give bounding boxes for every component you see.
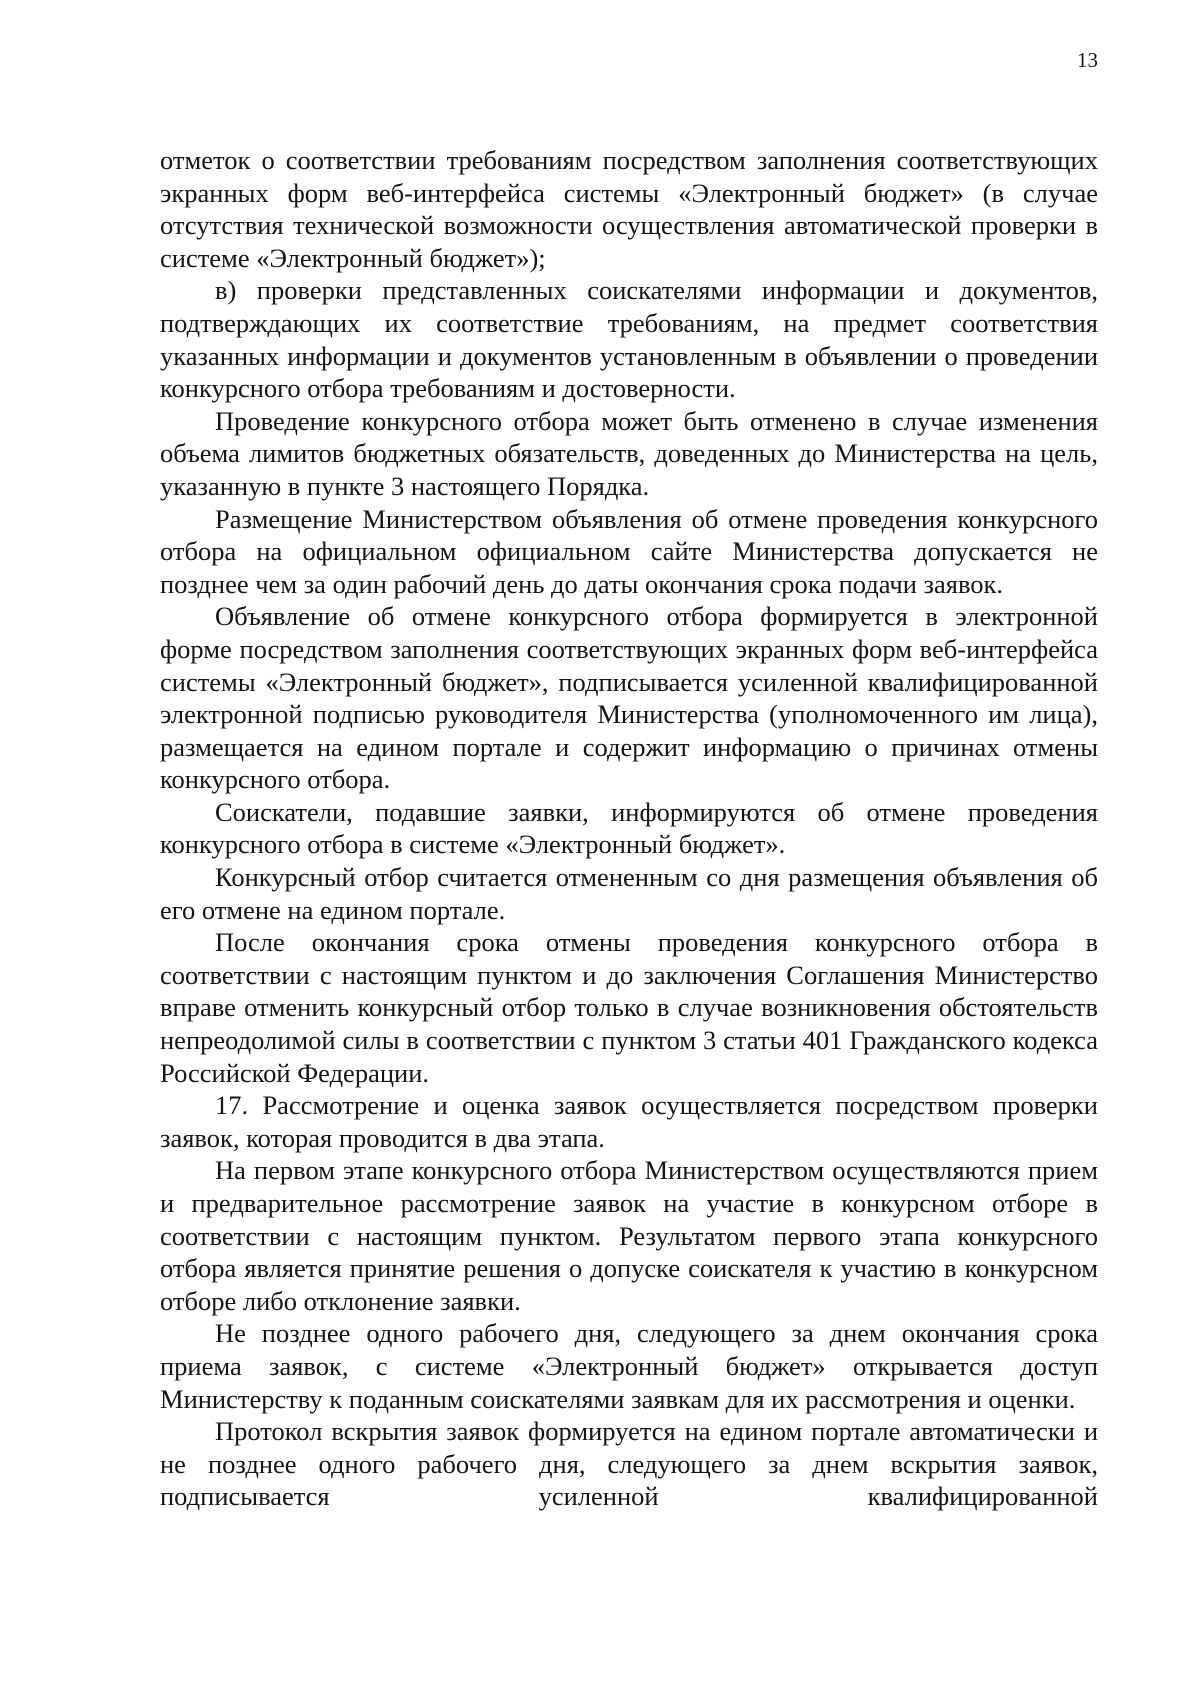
paragraph-cancellation-announcement-timing: Размещение Министерством объявления об отмене проведения конкурсного отбора на официальном официальном сайте Министерства допускается не позднее чем за один рабочий день до даты окончания срока подачи заявок.: [160, 503, 1098, 599]
paragraph-access-opened: Не позднее одного рабочего дня, следующего за днем окончания срока приема заявок, с системе «Электронный бюджет» открывается доступ Министерству к поданным соискателями заявкам для их рассмотрения и оценки.: [160, 1318, 1098, 1414]
paragraph-item-17: 17. Рассмотрение и оценка заявок осуществляется посредством проверки заявок, которая проводится в два этапа.: [160, 1090, 1098, 1153]
paragraph-first-stage: На первом этапе конкурсного отбора Министерством осуществляются прием и предварительное рассмотрение заявок на участие в конкурсном отборе в соответствии с настоящим пунктом. Результатом первого этапа конкурсного отбора является принятие решения о допуске соискателя к участию в конкурсном отборе либо отклонение заявки.: [160, 1155, 1098, 1316]
paragraph-check-documents: в) проверки представленных соискателями информации и документов, подтверждающих их соответствие требованиям, на предмет соответствия указанных информации и документов установленным в объявлении о проведении конкурсного отбора требованиям и достоверности.: [160, 275, 1098, 404]
paragraph-applicants-informed: Соискатели, подавшие заявки, информируются об отмене проведения конкурсного отбора в системе «Электронный бюджет».: [160, 796, 1098, 860]
document-body: [160, 144, 1098, 1513]
page-number: 13: [1077, 48, 1098, 72]
paragraph-cancellation-effective: Конкурсный отбор считается отмененным со дня размещения объявления об его отмене на едином портале.: [160, 862, 1098, 925]
paragraph-cancellation-limits: Проведение конкурсного отбора может быть отменено в случае изменения объема лимитов бюджетных обязательств, доведенных до Министерства на цель, указанную в пункте 3 настоящего Порядка.: [160, 405, 1098, 501]
paragraph-force-majeure: После окончания срока отмены проведения конкурсного отбора в соответствии с настоящим пунктом и до заключения Соглашения Министерство вправе отменить конкурсный отбор только в случае возникновения обстоятельств непреодолимой силы в соответствии с пунктом 3 статьи 401 Гражданского кодекса Российской Федерации.: [160, 927, 1098, 1088]
paragraph-opening-protocol: Протокол вскрытия заявок формируется на едином портале автоматически и не позднее одного рабочего дня, следующего за днем вскрытия заявок, подписывается усиленной квалифицированной: [160, 1416, 1098, 1512]
paragraph-cancellation-electronic-form: Объявление об отмене конкурсного отбора формируется в электронной форме посредством заполнения соответствующих экранных форм веб-интерфейса системы «Электронный бюджет», подписывается усиленной квалифицированной электронной подписью руководителя Министерства (уполномоченного им лица), размещается на едином портале и содержит информацию о причинах отмены конкурсного отбора.: [160, 601, 1098, 795]
paragraph-continuation: отметок о соответствии требованиям посредством заполнения соответствующих экранных форм веб-интерфейса системы «Электронный бюджет» (в случае отсутствия технической возможности осуществления автоматической проверки в системе «Электронный бюджет»);: [160, 145, 1098, 273]
